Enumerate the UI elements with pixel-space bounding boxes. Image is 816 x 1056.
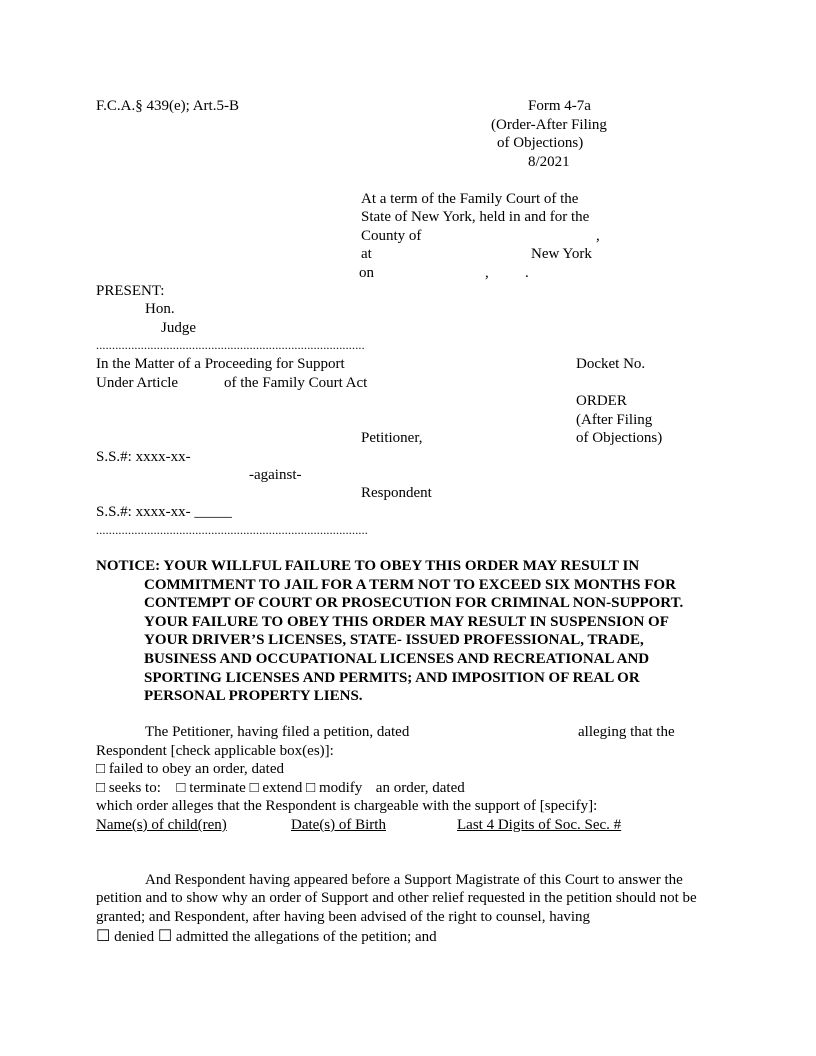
notice-line: CONTEMPT OF COURT OR PROSECUTION FOR CRIMINAL NON-SUPPORT.	[144, 595, 684, 612]
seeks-to-checkbox[interactable]: □	[96, 780, 106, 796]
against-label: -against-	[249, 467, 302, 483]
terminate-checkbox[interactable]: □	[176, 780, 186, 796]
notice-line: BUSINESS AND OCCUPATIONAL LICENSES AND RECREATIONAL AND	[144, 650, 650, 667]
on-label: on	[359, 265, 374, 281]
docket-label: Docket No.	[576, 356, 646, 372]
failed-to-obey-label: failed to obey an order, dated	[108, 761, 284, 777]
denied-checkbox[interactable]: ☐	[96, 928, 111, 945]
notice-line: YOUR FAILURE TO OBEY THIS ORDER MAY RESULT IN SUSPENSION OF	[144, 613, 669, 630]
county-comma: ,	[596, 228, 600, 244]
order-subtitle-1: (After Filing	[576, 412, 653, 428]
respondent-check-text: Respondent [check applicable box(es)]:	[96, 743, 334, 759]
modify-checkbox[interactable]: □	[306, 780, 316, 796]
date-period: .	[525, 265, 529, 281]
caption-dotted-rule-bottom: .....................................................................................	[96, 523, 368, 537]
honorable-label: Hon.	[145, 301, 175, 317]
appeared-line-3: granted; and Respondent, after having been advised of the right to counsel, having	[96, 909, 591, 925]
plea-row	[96, 928, 437, 946]
court-term-line-1: At a term of the Family Court of the	[361, 191, 579, 207]
ssn-column-header: Last 4 Digits of Soc. Sec. #	[457, 817, 622, 833]
date-comma: ,	[485, 265, 489, 281]
caption-dotted-rule-top: ....................................................................................	[96, 338, 365, 352]
dob-column-header: Date(s) of Birth	[291, 817, 386, 833]
extend-checkbox[interactable]: □	[249, 780, 259, 796]
form-date: 8/2021	[528, 154, 570, 170]
order-subtitle-2: of Objections)	[576, 430, 663, 446]
an-order-dated-label: an order, dated	[375, 780, 465, 796]
form-title-line-2: of Objections)	[497, 135, 584, 151]
matter-line-1: In the Matter of a Proceeding for Support	[96, 356, 345, 372]
terminate-label: terminate	[189, 780, 246, 796]
order-title: ORDER	[576, 393, 627, 409]
notice-line: NOTICE: YOUR WILLFUL FAILURE TO OBEY THIS ORDER MAY RESULT IN	[96, 558, 640, 574]
notice-line: YOUR DRIVER’S LICENSES, STATE- ISSUED PROFESSIONAL, TRADE,	[144, 632, 644, 649]
petitioner-ssn: S.S.#: xxxx-xx-	[96, 449, 191, 465]
chargeable-text: which order alleges that the Respondent is chargeable with the support of [specify]:	[96, 798, 598, 814]
petition-filed-text: The Petitioner, having filed a petition, dated	[145, 724, 410, 740]
state-name: New York	[531, 246, 592, 262]
respondent-label: Respondent	[361, 485, 432, 501]
respondent-ssn: S.S.#: xxxx-xx- _____	[96, 504, 232, 520]
children-column-header: Name(s) of child(ren)	[96, 817, 227, 833]
admitted-label: admitted the allegations of the petition; and	[175, 929, 437, 945]
appeared-line-1: And Respondent having appeared before a Support Magistrate of this Court to answer the	[145, 872, 683, 888]
failed-to-obey-row	[96, 760, 284, 778]
appeared-line-2: petition and to show why an order of Support and other relief requested in the petition should not be	[96, 890, 697, 906]
modify-label: modify	[318, 780, 363, 796]
judge-label: Judge	[161, 320, 196, 336]
matter-act-label: of the Family Court Act	[224, 375, 368, 391]
alleging-text: alleging that the	[578, 724, 675, 740]
notice-line: SPORTING LICENSES AND PERMITS; AND IMPOSITION OF REAL OR	[144, 669, 640, 686]
notice-line: COMMITMENT TO JAIL FOR A TERM NOT TO EXCEED SIX MONTHS FOR	[144, 576, 676, 593]
notice-line: PERSONAL PROPERTY LIENS.	[144, 688, 363, 705]
court-term-line-2: State of New York, held in and for the	[361, 209, 590, 225]
county-label: County of	[361, 228, 422, 244]
seeks-to-label: seeks to:	[108, 780, 161, 796]
admitted-checkbox[interactable]: ☐	[157, 928, 173, 945]
seeks-to-row	[96, 779, 465, 797]
matter-article-label: Under Article	[96, 375, 179, 391]
extend-label: extend	[262, 780, 303, 796]
notice-block	[96, 557, 756, 706]
denied-label: denied	[114, 929, 155, 945]
failed-to-obey-checkbox[interactable]: □	[96, 761, 106, 777]
petitioner-label: Petitioner,	[361, 430, 423, 446]
at-label: at	[361, 246, 372, 262]
present-label: PRESENT:	[96, 283, 165, 299]
statute-reference: F.C.A.§ 439(e); Art.5-B	[96, 98, 239, 114]
form-title-line-1: (Order-After Filing	[491, 117, 607, 133]
form-number: Form 4-7a	[528, 98, 591, 114]
